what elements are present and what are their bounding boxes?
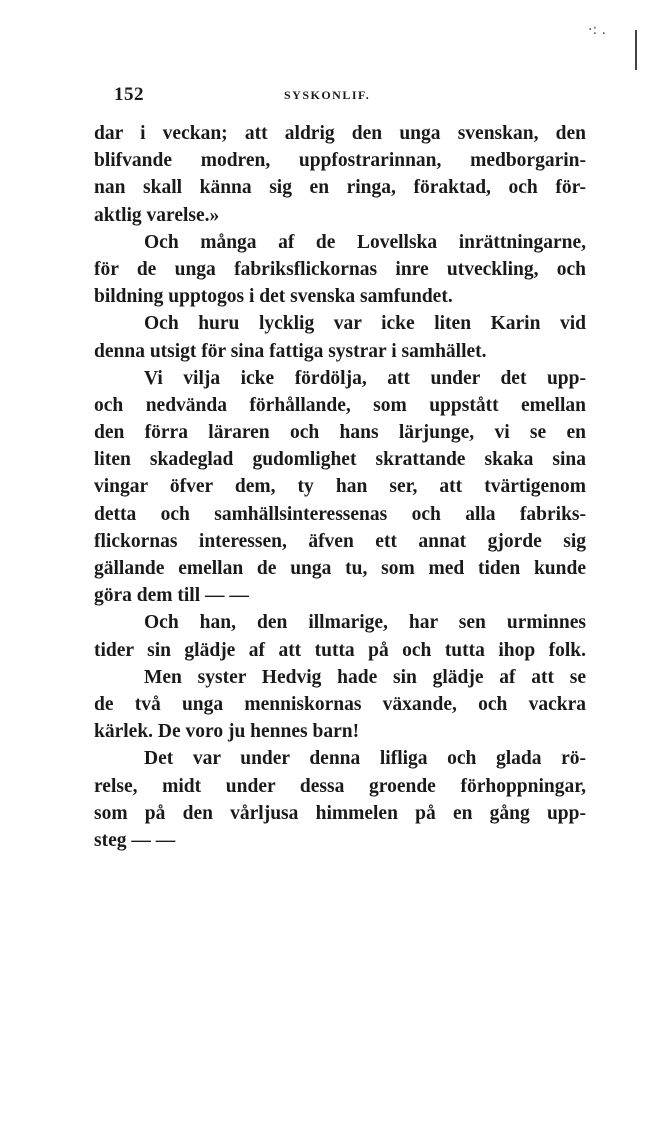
body-text	[94, 120, 586, 854]
text-line: Och han, den illmarige, har sen urminnes	[144, 612, 586, 634]
text-line: Men syster Hedvig hade sin glädje af att se	[144, 666, 586, 688]
text-line: den förra läraren och hans lärjunge, vi se en	[94, 422, 586, 444]
text-line: vingar öfver dem, ty han ser, att tvärtigenom	[94, 476, 586, 498]
text-line: de två unga menniskornas växande, och vackra	[94, 693, 586, 715]
text-line: som på den vårljusa himmelen på en gång upp-	[94, 802, 586, 824]
text-line: kärlek. De voro ju hennes barn!	[94, 721, 360, 743]
text-line: bildning upptogos i det svenska samfundet.	[94, 286, 453, 308]
margin-mark: ·꞉ .	[588, 22, 607, 38]
text-line: blifvande modren, uppfostrarinnan, medborgarin-	[94, 150, 586, 172]
text-line: denna utsigt för sina fattiga systrar i samhället.	[94, 340, 487, 362]
running-title: SYSKONLIF.	[284, 88, 371, 102]
text-line: tider sin glädje af att tutta på och tutta ihop folk.	[94, 639, 586, 661]
page-header	[114, 84, 584, 108]
text-line: nan skall känna sig en ringa, föraktad, och för-	[94, 177, 586, 199]
text-line: och nedvända förhållande, som uppstått emellan	[94, 394, 586, 416]
text-line: för de unga fabriksflickornas inre utveckling, och	[94, 258, 586, 280]
text-line: göra dem till — —	[94, 585, 249, 607]
text-line: aktlig varelse.»	[94, 204, 220, 226]
text-line: Och huru lycklig var icke liten Karin vid	[144, 313, 586, 335]
text-line: Och många af de Lovellska inrättningarne,	[144, 231, 586, 253]
text-line: detta och samhällsinteressenas och alla fabriks-	[94, 503, 586, 525]
page-edge-rule	[635, 30, 637, 70]
text-line: steg — —	[94, 829, 176, 851]
text-line: gällande emellan de unga tu, som med tiden kunde	[94, 558, 586, 579]
text-line: Vi vilja icke fördölja, att under det upp-	[144, 367, 586, 389]
text-line: liten skadeglad gudomlighet skrattande skaka sina	[94, 449, 586, 471]
page-number: 152	[114, 84, 144, 105]
text-line: flickornas interessen, äfven ett annat gjorde sig	[94, 530, 586, 552]
text-line: dar i veckan; att aldrig den unga svenskan, den	[94, 123, 586, 144]
text-line: Det var under denna lifliga och glada rö-	[144, 748, 586, 770]
text-line: relse, midt under dessa groende förhoppningar,	[94, 775, 586, 797]
